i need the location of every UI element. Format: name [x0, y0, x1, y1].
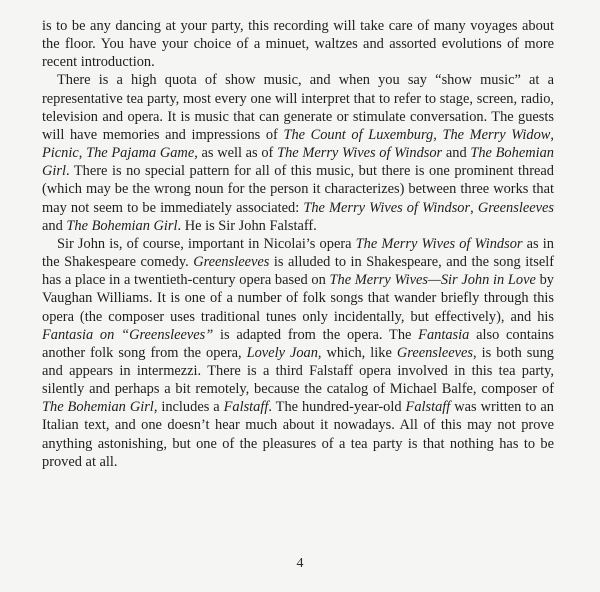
text-run: by Vaughan Williams. It is one of a number of folk songs that wander briefly through this opera (the composer uses traditional tunes only incidentally, but effectively), and his: [42, 272, 554, 325]
text-run: There is a high quota of show music, and when you say “show music” at a representative tea party, most every one will interpret that to refer to stage, screen, radio, television and opera. It is music that can generate or stimulate conversation. The guests will have memories and impressions of: [42, 72, 554, 143]
italic-title: Falstaff: [223, 399, 269, 416]
italic-title: The Bohemian Girl: [42, 145, 554, 180]
paragraph: [42, 71, 554, 234]
text-run: , which, like: [317, 344, 397, 361]
italic-title: The Merry Wives of Windsor: [277, 145, 443, 162]
italic-title: Fantasia: [418, 326, 470, 343]
page-number: 4: [296, 556, 304, 571]
text-run: , is both sung and appears in intermezzi. There is a third Falstaff opera involved in this tea party, silently and perhaps a bit remotely, because the catalog of Michael Balfe, composer of: [42, 344, 554, 398]
text-run: is adapted from the opera. The: [213, 326, 419, 343]
text-run: , includes a: [153, 399, 224, 416]
text-run: ,: [550, 126, 554, 143]
italic-title: The Merry Wives—Sir John in Love: [329, 272, 536, 289]
text-run: as in the Shakespeare comedy.: [42, 235, 554, 271]
italic-title: Greensleeves: [193, 254, 270, 271]
text-run: and: [42, 217, 67, 234]
text-run: . He is Sir John Falstaff.: [177, 217, 317, 234]
text-run: is alluded to in Shakespeare, and the song itself has a place in a twentieth-century opera based on: [42, 254, 554, 289]
body-text: [42, 17, 554, 471]
italic-title: Greensleeves: [396, 344, 474, 361]
text-run: , as well as of: [194, 145, 278, 162]
paragraph: [42, 235, 554, 471]
italic-title: Greensleeves: [477, 199, 554, 216]
text-run: is to be any dancing at your party, this recording will take care of many voyages about the floor. You have your choice of a minuet, waltzes and assorted evolutions of more recent introduction.: [42, 18, 554, 71]
text-run: also contains another folk song from the opera,: [42, 326, 555, 361]
italic-title: Lovely Joan: [246, 344, 318, 361]
text-run: ,: [78, 145, 87, 162]
text-run: . The hundred-year-old: [268, 399, 406, 416]
paragraph: [42, 17, 554, 71]
italic-title: The Count of Luxemburg: [283, 126, 434, 143]
italic-title: The Bohemian Girl: [66, 217, 178, 234]
italic-title: The Bohemian Girl: [42, 399, 154, 416]
italic-title: The Pajama Game: [86, 145, 195, 162]
italic-title: The Merry Widow: [442, 126, 551, 143]
text-run: ,: [470, 199, 478, 216]
italic-title: Fantasia on “Greensleeves”: [42, 326, 214, 343]
italic-title: The Merry Wives of Windsor: [355, 235, 523, 252]
text-run: was written to an Italian text, and one doesn’t hear much about it nowadays. All of this may not prove anything astonishing, but one of the pleasures of a tea party is that nothing has to be proved at all.: [42, 399, 555, 470]
text-run: Sir John is, of course, important in Nicolai’s opera: [57, 235, 356, 252]
italic-title: Picnic: [42, 145, 79, 162]
text-run: ,: [433, 126, 443, 143]
italic-title: Falstaff: [405, 399, 451, 416]
italic-title: The Merry Wives of Windsor: [303, 199, 471, 216]
text-run: . There is no special pattern for all of this music, but there is one prominent thread (which may be the wrong noun for the person it characterizes) between three works that may not seem to be immediately associated:: [42, 163, 554, 216]
text-run: and: [442, 145, 471, 162]
